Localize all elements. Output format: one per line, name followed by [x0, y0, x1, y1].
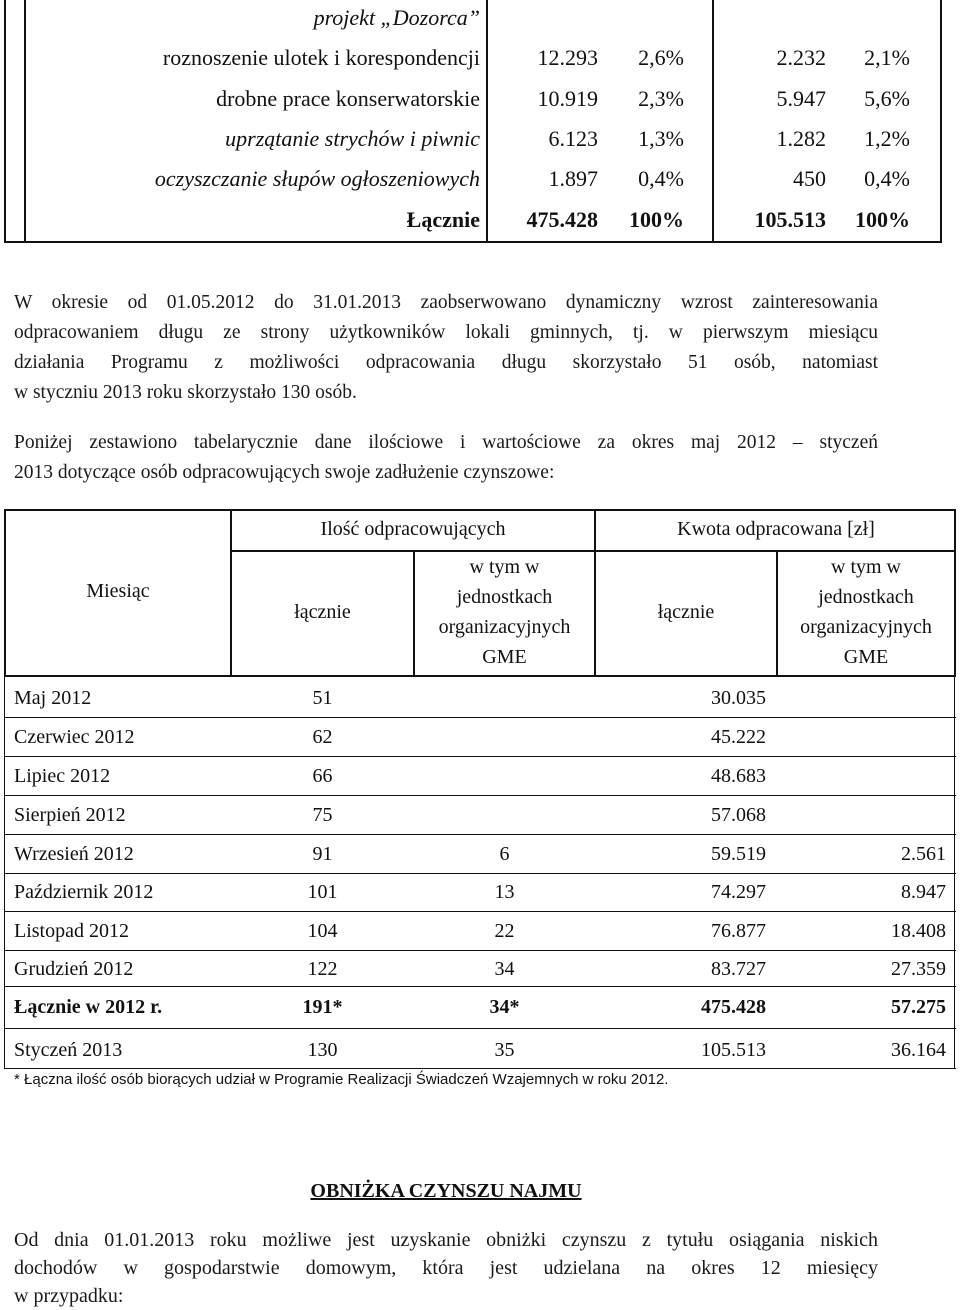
row-count: 66 [312, 765, 333, 787]
cell-count-2012: 12.293 [537, 45, 598, 70]
cell-share-2012: 1,3% [638, 126, 684, 151]
cell-count-2013: 1.282 [776, 126, 826, 151]
row-count: 130 [307, 1039, 338, 1061]
row-count-gme: 13 [494, 881, 515, 903]
row-count: 51 [312, 687, 333, 709]
row-month: Październik 2012 [14, 881, 154, 903]
row-month: Wrzesień 2012 [14, 843, 134, 865]
paragraph-line: Poniżej zestawiono tabelarycznie dane ilościowe i wartościowe za okres maj 2012 – styczeń [14, 432, 878, 453]
table-row-divider [4, 986, 956, 987]
row-amount: 48.683 [711, 765, 766, 787]
table-row-divider [4, 834, 956, 835]
row-amount: 475.428 [701, 996, 766, 1018]
row-count: 75 [312, 804, 333, 826]
table-header-bottom [4, 675, 956, 677]
table-row [0, 121, 960, 157]
row-amount: 30.035 [711, 687, 766, 709]
row-month: Łącznie w 2012 r. [14, 996, 163, 1018]
cell-count-2012: 475.428 [526, 207, 598, 232]
paragraph-line: w styczniu 2013 roku skorzystało 130 osób. [14, 382, 357, 403]
row-month: Lipiec 2012 [14, 765, 111, 787]
cell-share-2012: 2,6% [638, 45, 684, 70]
row-label: roznoszenie ulotek i korespondencji [162, 45, 480, 70]
paragraph-line: 2013 dotyczące osób odpracowujących swoje zadłużenie czynszowe: [14, 462, 555, 483]
row-amount: 45.222 [711, 726, 766, 748]
paragraph-line: Od dnia 01.01.2013 roku możliwe jest uzyskanie obniżki czynszu z tytułu osiągania niskich [14, 1229, 878, 1251]
header-amount-gme [778, 552, 954, 672]
table-row-divider [4, 795, 956, 796]
table-border-left-body [4, 675, 5, 1069]
row-month: Sierpień 2012 [14, 804, 126, 826]
table-top [0, 0, 960, 245]
table-row [0, 40, 960, 76]
paragraph-line: działania Programu z możliwości odpracowania długu skorzystało 51 osób, natomiast [14, 352, 878, 373]
paragraph-line: dochodów w gospodarstwie domowym, która jest udzielana na okres 12 miesięcy [14, 1257, 878, 1279]
header-line: w tym w [469, 556, 540, 578]
row-label: drobne prace konserwatorskie [216, 86, 480, 111]
section-heading: OBNIŻKA CZYNSZU NAJMU [310, 1180, 582, 1202]
row-count-gme: 34* [489, 996, 520, 1018]
row-amount: 59.519 [711, 843, 766, 865]
row-amount-gme: 57.275 [891, 996, 946, 1018]
paragraph-line: W okresie od 01.05.2012 do 31.01.2013 zaobserwowano dynamiczny wzrost zainteresowania [14, 292, 878, 313]
header-count-total: łącznie [294, 601, 351, 623]
cell-share-2013: 5,6% [864, 86, 910, 111]
table-row [0, 161, 960, 197]
row-amount-gme: 2.561 [901, 843, 946, 865]
row-count: 104 [307, 920, 338, 942]
table-row-divider [4, 873, 956, 874]
row-amount-gme: 8.947 [901, 881, 946, 903]
paragraph-period-summary [14, 288, 878, 408]
row-amount: 74.297 [711, 881, 766, 903]
row-amount: 57.068 [711, 804, 766, 826]
header-line: w tym w [831, 556, 901, 578]
row-count: 91 [312, 843, 333, 865]
table-row-divider [4, 717, 956, 718]
header-count-gme [415, 552, 594, 672]
row-amount-gme: 18.408 [891, 920, 946, 942]
row-month: Grudzień 2012 [14, 958, 134, 980]
cell-share-2013: 2,1% [864, 45, 910, 70]
cell-count-2013: 2.232 [776, 45, 826, 70]
row-amount-gme: 36.164 [891, 1039, 946, 1061]
row-label: uprzątanie strychów i piwnic [225, 126, 480, 151]
header-line: organizacyjnych [438, 616, 571, 638]
cell-count-2013: 5.947 [776, 86, 826, 111]
cell-count-2012: 6.123 [548, 126, 598, 151]
row-month: Maj 2012 [14, 687, 92, 709]
cell-share-2012: 0,4% [638, 166, 684, 191]
cell-share-2012: 2,3% [638, 86, 684, 111]
row-amount-gme: 27.359 [891, 958, 946, 980]
table-row [0, 0, 960, 36]
table-border-right-body [954, 675, 955, 1069]
header-line: jednostkach [456, 586, 553, 608]
row-month: Czerwiec 2012 [14, 726, 135, 748]
table-footnote: * Łączna ilość osób biorących udział w Programie Realizacji Świadczeń Wzajemnych w roku 2012. [14, 1071, 669, 1088]
table-row-divider [4, 950, 956, 951]
paragraph-line: w przypadku: [14, 1285, 124, 1307]
row-month: Listopad 2012 [14, 920, 129, 942]
row-month: Styczeń 2013 [14, 1039, 123, 1061]
header-count-group: Ilość odpracowujących [320, 518, 506, 540]
row-count-gme: 22 [494, 920, 515, 942]
table-main [0, 509, 960, 1069]
row-count: 62 [312, 726, 333, 748]
row-count-gme: 35 [494, 1039, 515, 1061]
row-count-gme: 6 [499, 843, 510, 865]
header-line: jednostkach [818, 586, 914, 608]
row-count: 122 [307, 958, 338, 980]
table-row-divider [4, 756, 956, 757]
table-row-total [0, 202, 960, 238]
table-top-border-bottom [4, 241, 942, 243]
table-row-divider [4, 911, 956, 912]
table-border-top [4, 509, 956, 511]
row-amount: 105.513 [701, 1039, 766, 1061]
table-row [0, 81, 960, 117]
cell-count-2013: 450 [793, 166, 826, 191]
cell-share-2012: 100% [629, 207, 684, 232]
row-label: projekt „Dozorca” [313, 5, 480, 30]
paragraph-rent-reduction [14, 1226, 878, 1310]
header-line: GME [843, 646, 889, 668]
header-month: Miesiąc [86, 580, 150, 602]
cell-count-2012: 1.897 [548, 166, 598, 191]
header-amount-group: Kwota odpracowana [zł] [677, 518, 875, 540]
cell-count-2012: 10.919 [537, 86, 598, 111]
row-label: Łącznie [406, 207, 480, 232]
row-count: 191* [302, 996, 343, 1018]
cell-count-2013: 105.513 [754, 207, 826, 232]
header-amount-total: łącznie [657, 601, 715, 623]
row-count: 101 [307, 881, 338, 903]
paragraph-table-intro [14, 428, 878, 488]
paragraph-line: odpracowaniem długu ze strony użytkowników lokali gminnych, tj. w pierwszym miesiącu [14, 322, 878, 343]
row-count-gme: 34 [494, 958, 515, 980]
row-amount: 76.877 [711, 920, 766, 942]
cell-share-2013: 1,2% [864, 126, 910, 151]
header-line: GME [482, 646, 527, 668]
table-row-divider [4, 1028, 956, 1029]
row-label: oczyszczanie słupów ogłoszeniowych [154, 166, 480, 191]
row-amount: 83.727 [711, 958, 766, 980]
header-line: organizacyjnych [800, 616, 932, 638]
cell-share-2013: 100% [855, 207, 910, 232]
cell-share-2013: 0,4% [864, 166, 910, 191]
